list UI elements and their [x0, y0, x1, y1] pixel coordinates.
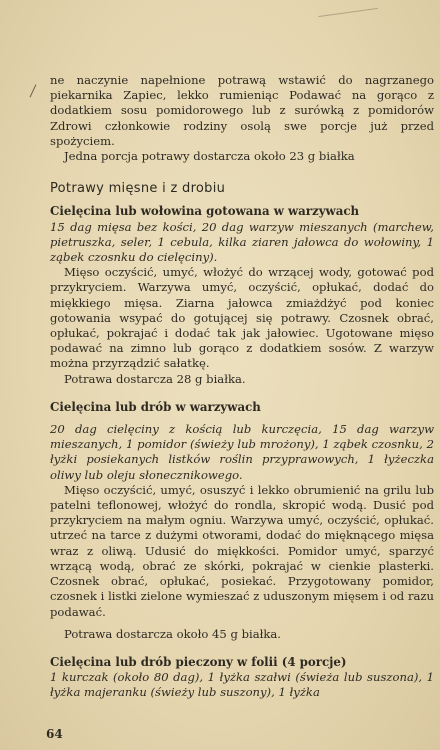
section-title: Potrawy mięsne i z drobiu	[50, 181, 226, 197]
recipe-title: Cielęcina lub drób pieczony w folii (4 porcje)	[50, 654, 347, 669]
intro-protein-note: Jedna porcja potrawy dostarcza około 23 g białka	[64, 149, 355, 164]
recipe-ingredients: 20 dag cielęciny z kością lub kurczęcia, 15 dag warzyw mieszanych, 1 pomidor (świeży lub mrożony), 1 ząbek czosnku, 2 łyżki posiekanych listków roślin przyprawowych, 1 łyżeczka oliwy lub oleju słonecznikowego.	[50, 422, 434, 482]
recipe-method: Mięso oczyścić, umyć, osuszyć i lekko obrumienić na grilu lub patelni teflonowej, włożyć do rondla, skropić wodą. Dusić pod przykryciem na małym ogniu. Warzywa umyć, oczyścić, opłukać. utrzeć na tarce z dużymi otworami, dodać do mięknącego mięsa wraz z oliwą. Udusić do miękkości. Pomidor umyć, sparzyć wrzącą wodą, obrać ze skórki, pokrajać w cienkie plasterki. Czosnek obrać, opłukać, posiekać. Przygotowany pomidor, czosnek i listki zielone wymieszać z uduszonym mięsem i od razu podawać.	[50, 482, 434, 619]
recipe-ingredients: 15 dag mięsa bez kości, 20 dag warzyw mieszanych (marchew, pietruszka, seler, 1 cebula, kilka ziaren jałowca do wołowiny, 1 ząbek czosnku do cielęciny).	[50, 219, 434, 265]
text-column	[50, 73, 434, 701]
recipe-title: Cielęcina lub wołowina gotowana w warzywach	[50, 204, 360, 219]
pencil-margin-mark	[30, 84, 46, 101]
recipe-ingredients: 1 kurczak (około 80 dag), 1 łyżka szałwi (świeża lub suszona), 1 łyżka majeranku (świeży lub suszony), 1 łyżka	[50, 670, 434, 700]
page-number: 64	[46, 727, 63, 741]
recipe-protein: Potrawa dostarcza około 45 g białka.	[64, 626, 281, 641]
page-crease	[318, 8, 378, 17]
intro-paragraph: ne naczynie napełnione potrawą wstawić do nagrzanego piekarnika Zapiec, lekko rumieniąc Podawać na gorąco z dodatkiem sosu pomidorowego lub z surówką z pomidorów Zdrowi członkowie rodziny osolą swe porcje już przed spożyciem.	[50, 73, 434, 148]
recipe-title: Cielęcina lub drób w warzywach	[50, 399, 261, 414]
recipe-method: Mięso oczyścić, umyć, włożyć do wrzącej wody, gotować pod przykryciem. Warzywa umyć, oczyścić, opłukać, dodać do miękkiego mięsa. Ziarna jałowca zmiażdżyć pod koniec gotowania wsypać do gotującej się potrawy. Czosnek obrać, opłukać, pokrajać i dodać tak jak jałowiec. Ugotowane mięso podawać na zimno lub gorąco z dodatkiem sosów. Z warzyw można przyrządzić sałatkę.	[50, 265, 434, 371]
recipe-protein: Potrawa dostarcza 28 g białka.	[64, 371, 246, 386]
